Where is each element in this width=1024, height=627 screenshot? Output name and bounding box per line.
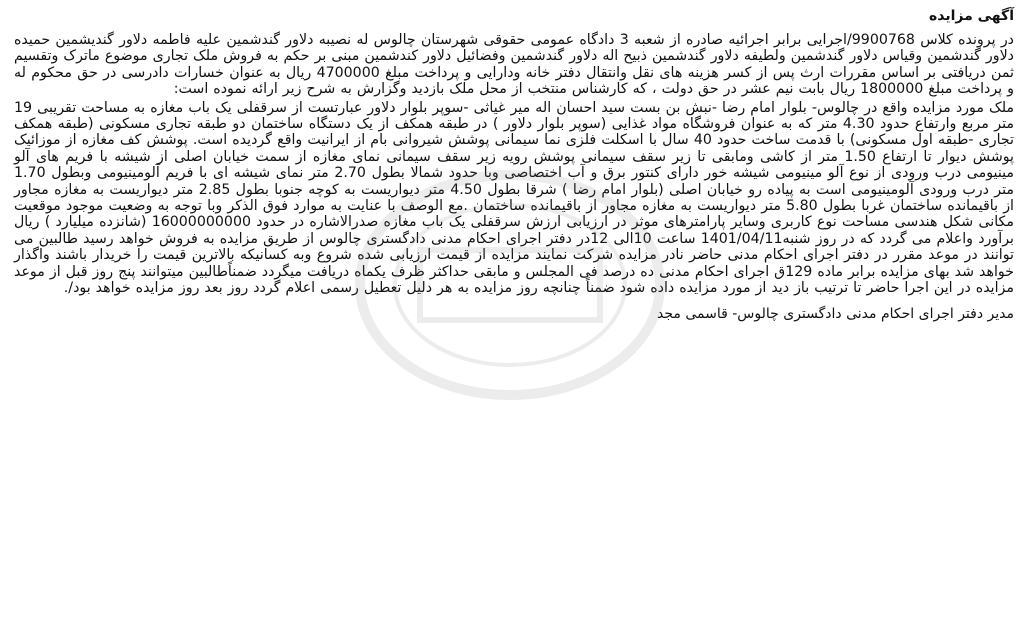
notice-paragraph-1: در پرونده کلاس 9900768/اجرایی برابر اجرائیه صادره از شعبه 3 دادگاه عمومی حقوقی شهرستان چالوس له نصیبه دلاور گندشمین علیه فاطمه دلاور گندیشمین حمیده دلاور گندشمین وقیاس دلاور گندشمین ولطیفه دلاور گندشمین ذبیح اله دلاور گندشمین وفضائیل دلاور کندشمین مبنی بر حکم به فروش ملک تجاری موضوع ماترک وتقسیم ثمن دریافتی بر اساس مقررات ارث پس از کسر هزینه های نقل وانتقال دفتر خانه ودارایی و پرداخت مبلغ 4700000 ریال به عنوان خسارات دادرسی در حق محکوم له و پرداخت مبلغ 1800000 ریال بابت نیم عشر در حق دولت ، که کارشناس منتخب از محل ملک بازدید وگزارش به شرح زیر ارائه نموده است: [14, 32, 1014, 98]
notice-title: آگهی مزایده [928, 8, 1014, 24]
notice-signature: مدیر دفتر اجرای احکام مدنی دادگستری چالوس- قاسمی مجد [657, 305, 1014, 322]
notice-paragraph-2: ملک مورد مزایده واقع در چالوس- بلوار امام رضا -نبش بن بست سید احسان اله میر غیاثی -سوپر بلوار دلاور عبارتست از سرقفلی یک باب مغازه به مساحت تقریبی 19 متر مربع وارتفاع حدود 4.30 متر که به عنوان فروشگاه مواد غذایی (سوپر بلوار دلاور ) در طبقه همکف از یک دستگاه ساختمان دو طبقه تجاری مسکونی (طبقه همکف تجاری -طبقه اول مسکونی) با قدمت ساخت حدود 40 سال با اسکلت فلزی نما سیمانی پوشش شیروانی بام از ایرانیت واقع گردیده است. پوشش کف مغازه از موزائیک پوشش دیوار تا ارتفاع 1.50 متر از کاشی ومابقی تا زیر سقف سیمانی پوشش رویه زیر سقف سیمانی نمای مغازه از سمت خیابان اصلی از شیشه با فریم های آلو مینیومی درب ورودی از نوع آلو مینیومی شیشه خور دارای کنتور برق و آب اختصاصی وبا حدود شمالا بطول 2.70 متر نمای شیشه ای با فریم آلومینیومی وبطول 1.70 متر درب ورودی آلومینیومی است به پیاده رو خیابان اصلی (بلوار امام رضا ) شرقا بطول 4.50 متر دیواریست به کوچه جنوبا بطول 2.85 متر دیواریست به مغازه مجاور از باقیمانده ساختمان غربا بطول 5.80 متر دیواریست به مغازه مجاور از باقیمانده ساختمان .مع الوصف با عنایت به موارد فوق الذکر وبا توجه به وضعیت موجود موقعیت مکانی شکل هندسی مساحت نوع کاربری وسایر پارامترهای موثر در ارزیابی ارزش سرقفلی یک باب مغازه صدرالاشاره در حدود 16000000000 (شانزده میلیارد ) ریال برآورد واعلام می گردد که در روز شنبه1401/04/11 ساعت 10الی 12در دفتر اجرای احکام مدنی دادگستری چالوس از طریق مزایده به فروش خواهد رسید طالبین می توانند در موعد مقرر در دفتر اجرای احکام مدنی حاضر نادر مزایده شرکت نمایند مزایده از قیمت ارزیابی شده شروع وبه کسانیکه بالاترین قیمت را خریدار باشند واگذار خواهد شد بهای مزایده برابر ماده 129ق اجرای احکام مدنی ده درصد فی المجلس و مابقی حداکثر ظرف یکماه دریافت میگردد ضمناًطالبین میتوانند پنج روز قبل از موعد مزایده در این اجرا حاضر تا ترتیب باز دید از مورد مزایده داده شود ضمناً چنانچه روز مزایده به هر دلیل تعطیل رسمی اعلام گردد روز بعد روز مزایده خواهد بود/. [14, 99, 1015, 297]
